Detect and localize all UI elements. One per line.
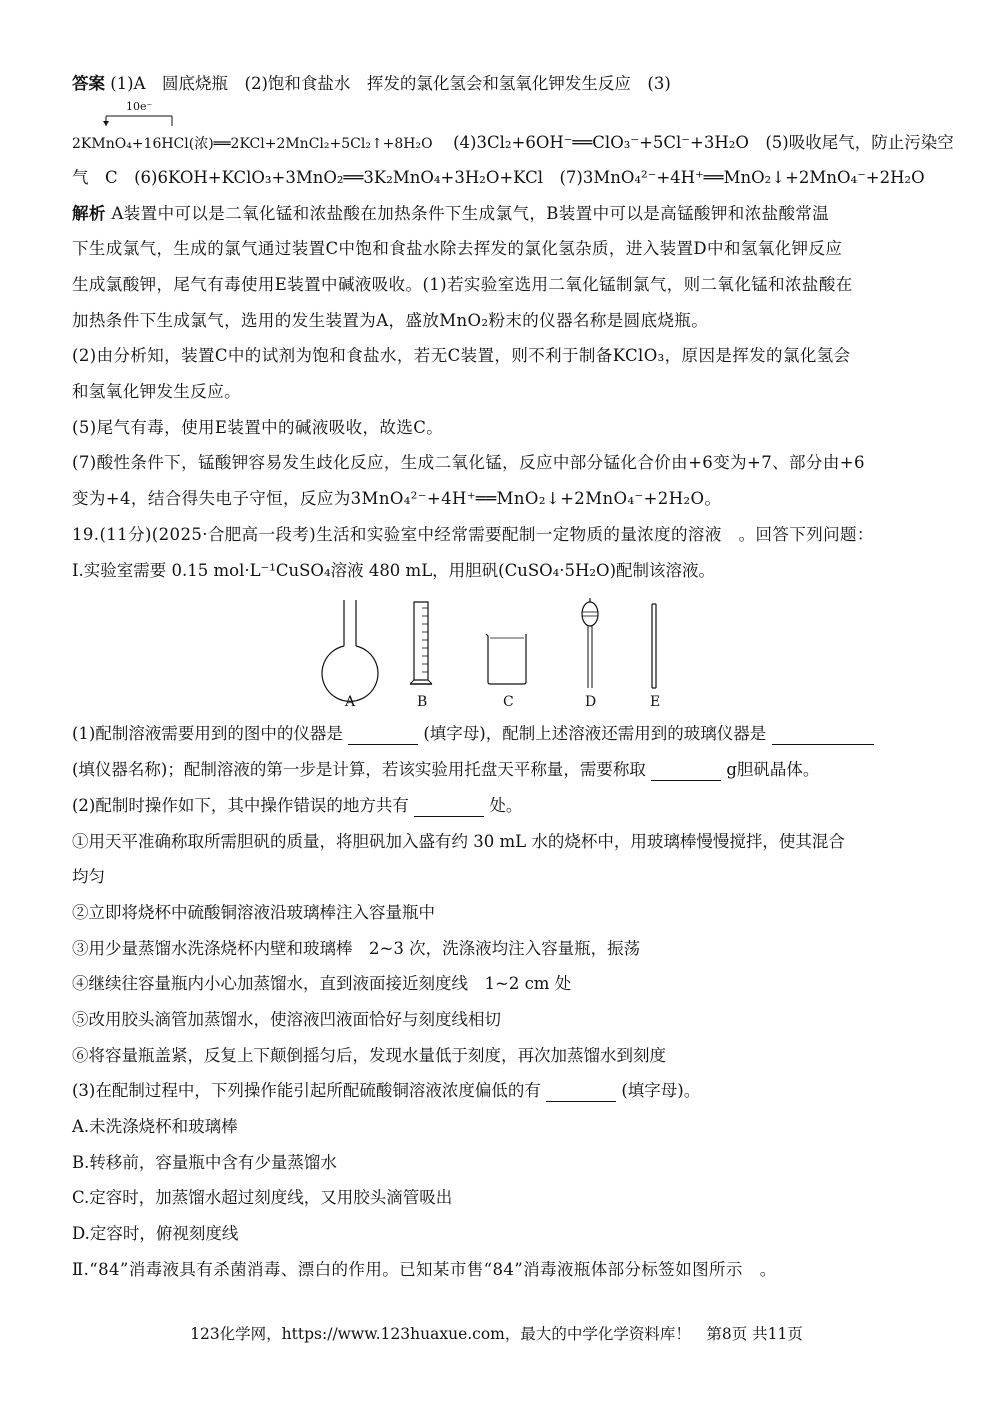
figure-label-b: B — [417, 694, 428, 710]
option-a: A.未洗涤烧杯和玻璃棒 — [72, 1117, 238, 1136]
electron-count-label: 10e⁻ — [126, 100, 153, 113]
apparatus-drawing — [310, 596, 690, 716]
step-1-line-1: ①用天平准确称取所需胆矾的质量，将胆矾加入盛有约 30 mL 水的烧杯中，用玻璃棒慢慢搅拌，使其混合 — [72, 832, 845, 851]
q3-text-a: (3)在配制过程中，下列操作能引起所配硫酸铜溶液浓度偏低的有 — [72, 1081, 541, 1100]
answer-line-1 — [72, 73, 671, 95]
analysis-line-9: 变为+4，结合得失电子守恒，反应为3MnO₄²⁻+4H⁺══MnO₂↓+2MnO₄⁻+2H₂O。 — [72, 489, 722, 508]
analysis-line-3: 生成氯酸钾，尾气有毒使用E装置中碱液吸收。(1)若实验室选用二氧化锰制氯气，则二氧化锰和浓盐酸在 — [72, 275, 853, 294]
q1-text-b: (填字母)，配制上述溶液还需用到的玻璃仪器是 — [423, 724, 767, 743]
apparatus-figure — [310, 596, 690, 716]
figure-label-c: C — [503, 694, 514, 710]
analysis-line-4: 加热条件下生成氯气，选用的发生装置为A，盛放MnO₂粉末的仪器名称是圆底烧瓶。 — [72, 311, 709, 330]
analysis-line-6: 和氢氧化钾发生反应。 — [72, 382, 241, 401]
page-footer: 123化学网，https://www.123huaxue.com，最大的中学化学资料库！ 第8页 共11页 — [190, 1325, 803, 1343]
option-c: C.定容时，加蒸馏水超过刻度线，又用胶头滴管吸出 — [72, 1188, 453, 1207]
step-2: ②立即将烧杯中硫酸铜溶液沿玻璃棒注入容量瓶中 — [72, 903, 435, 922]
answer-text-3: 气 C (6)6KOH+KClO₃+3MnO₂══3K₂MnO₄+3H₂O+KCl (7)3MnO₄²⁻+4H⁺══MnO₂↓+2MnO₄⁻+2H₂O — [72, 168, 925, 187]
answer-text-2: (4)3Cl₂+6OH⁻══ClO₃⁻+5Cl⁻+3H₂O (5)吸收尾气，防止污染空 — [453, 133, 954, 152]
answer-blank-error-count[interactable] — [414, 798, 484, 817]
graduated-cylinder-icon — [410, 602, 432, 684]
q1-text-a: (1)配制溶液需要用到的图中的仪器是 — [72, 724, 343, 743]
figure-label-a: A — [345, 694, 356, 710]
option-d: D.定容时，俯视刻度线 — [72, 1224, 239, 1243]
answer-text-1: (1)A 圆底烧瓶 (2)饱和食盐水 挥发的氯化氢会和氢氧化钾发生反应 (3) — [110, 74, 671, 93]
step-6: ⑥将容量瓶盖紧，反复上下颠倒摇匀后，发现水量低于刻度，再次加蒸馏水到刻度 — [72, 1046, 666, 1065]
part-2-intro: Ⅱ.“84”消毒液具有杀菌消毒、漂白的作用。已知某市售“84”消毒液瓶体部分标签如图所示 。 — [72, 1260, 777, 1279]
question-2-line — [72, 795, 522, 817]
part-1-intro: Ⅰ.实验室需要 0.15 mol·L⁻¹CuSO₄溶液 480 mL，用胆矾(CuSO₄·5H₂O)配制该溶液。 — [72, 561, 716, 580]
analysis-line-5: (2)由分析知，装置C中的试剂为饱和食盐水，若无C装置，则不利于制备KClO₃，原因是挥发的氯化氢会 — [72, 346, 851, 365]
redox-equation: 2KMnO₄+16HCl(浓)══2KCl+2MnCl₂+5Cl₂↑+8H₂O — [72, 136, 433, 152]
question-19-title: 19.(11分)(2025·合肥高一段考)生活和实验室中经常需要配制一定物质的量浓度的溶液 。回答下列问题： — [72, 525, 874, 544]
q1-text-d: g胆矾晶体。 — [726, 760, 820, 779]
analysis-line-1 — [72, 203, 829, 225]
answer-label: 答案 — [72, 74, 105, 93]
analysis-text-1: A装置中可以是二氧化锰和浓盐酸在加热条件下生成氯气，B装置中可以是高锰酸钾和浓盐酸常温 — [111, 204, 830, 223]
glass-rod-icon — [652, 604, 656, 688]
analysis-label: 解析 — [72, 204, 106, 223]
question-1-line-1 — [72, 723, 874, 745]
q2-text-b: 处。 — [489, 796, 523, 815]
answer-blank-instruments[interactable] — [348, 726, 418, 745]
question-3-line — [72, 1080, 700, 1102]
electron-transfer-annotation — [100, 100, 180, 126]
figure-label-e: E — [650, 694, 661, 710]
funnel-icon — [582, 598, 598, 688]
beaker-icon — [486, 634, 526, 684]
step-4: ④继续往容量瓶内小心加蒸馏水，直到液面接近刻度线 1~2 cm 处 — [72, 974, 572, 993]
q2-text-a: (2)配制时操作如下，其中操作错误的地方共有 — [72, 796, 409, 815]
analysis-line-2: 下生成氯气，生成的氯气通过装置C中饱和食盐水除去挥发的氯化氢杂质，进入装置D中和氢氧化钾反应 — [72, 239, 843, 258]
answer-blank-low-concentration[interactable] — [546, 1083, 616, 1102]
step-1-line-2: 均匀 — [72, 867, 105, 886]
analysis-line-7: (5)尾气有毒，使用E装置中的碱液吸收，故选C。 — [72, 418, 444, 437]
answer-line-2 — [72, 132, 954, 155]
step-5: ⑤改用胶头滴管加蒸馏水，使溶液凹液面恰好与刻度线相切 — [72, 1010, 501, 1029]
figure-label-d: D — [585, 694, 597, 710]
round-bottom-flask-icon — [322, 600, 378, 701]
answer-line-3 — [72, 167, 925, 189]
q3-text-b: (填字母)。 — [621, 1081, 701, 1100]
analysis-line-8: (7)酸性条件下，锰酸钾容易发生歧化反应，生成二氧化锰，反应中部分锰化合价由+6变为+7、部分由+6 — [72, 453, 865, 472]
answer-blank-glassware[interactable] — [772, 726, 874, 745]
step-3: ③用少量蒸馏水洗涤烧杯内壁和玻璃棒 2~3 次，洗涤液均注入容量瓶，振荡 — [72, 939, 641, 958]
answer-blank-mass[interactable] — [651, 762, 721, 781]
question-1-line-2 — [72, 759, 819, 781]
option-b: B.转移前，容量瓶中含有少量蒸馏水 — [72, 1153, 337, 1172]
q1-text-c: (填仪器名称)；配制溶液的第一步是计算，若该实验用托盘天平称量，需要称取 — [72, 760, 646, 779]
